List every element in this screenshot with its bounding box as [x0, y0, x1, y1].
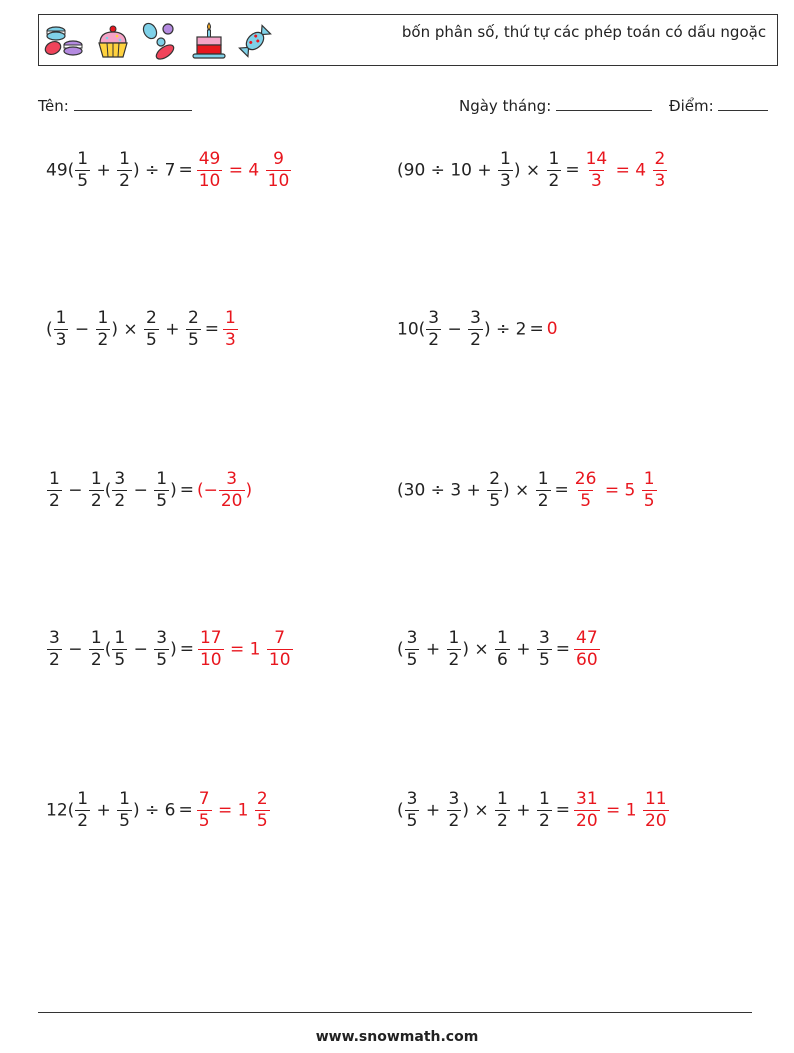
problem-3 — [46, 304, 239, 354]
denominator: 2 — [548, 170, 560, 191]
numerator: 3 — [448, 788, 460, 809]
math-text: = 1 — [600, 800, 642, 820]
math-text: (90 ÷ 10 + — [397, 160, 497, 180]
math-text: − — [62, 639, 88, 659]
numerator: 1 — [538, 788, 550, 809]
fraction — [584, 150, 610, 191]
problem-expression — [397, 790, 553, 831]
math-text: + — [510, 800, 536, 820]
birthday-cake-icon — [191, 21, 227, 61]
numerator: 3 — [226, 468, 238, 489]
problem-4 — [397, 304, 558, 354]
problem-expression — [46, 309, 202, 350]
score-blank[interactable] — [718, 95, 768, 111]
fraction — [547, 150, 562, 191]
numerator: 1 — [90, 627, 102, 648]
numerator: 1 — [537, 468, 549, 489]
problem-9 — [46, 785, 271, 835]
math-text: ( — [397, 639, 404, 659]
fraction — [267, 629, 293, 670]
fraction — [498, 150, 513, 191]
equals-sign: = — [529, 319, 544, 339]
candies-icon — [141, 21, 181, 61]
denominator: 20 — [644, 810, 667, 831]
denominator: 5 — [156, 649, 168, 670]
fraction — [117, 150, 132, 191]
numerator: 3 — [538, 627, 550, 648]
math-text: + — [510, 639, 536, 659]
numerator: 47 — [576, 627, 598, 648]
numerator: 1 — [97, 307, 109, 328]
math-text: ) — [245, 480, 253, 500]
numerator: 2 — [187, 307, 199, 328]
math-text: − — [69, 319, 95, 339]
problem-6 — [397, 465, 658, 515]
math-text: = 4 — [223, 160, 265, 180]
math-text: (30 ÷ 3 + — [397, 480, 487, 500]
math-text: = 5 — [599, 480, 641, 500]
cupcake-icon — [95, 21, 131, 61]
numerator: 3 — [406, 627, 418, 648]
numerator: 26 — [574, 468, 597, 489]
fraction — [186, 309, 201, 350]
numerator: 31 — [576, 788, 598, 809]
numerator: 1 — [156, 468, 168, 489]
denominator: 2 — [538, 810, 550, 831]
date-label: Ngày tháng: — [459, 97, 552, 115]
denominator: 20 — [576, 810, 598, 831]
equals-sign: = — [554, 480, 569, 500]
denominator: 20 — [220, 490, 243, 511]
math-text: ) × — [513, 160, 546, 180]
math-text: ) ÷ 7 — [132, 160, 176, 180]
score-field[interactable] — [669, 95, 768, 115]
numerator: 3 — [114, 468, 126, 489]
problem-5 — [46, 465, 252, 515]
denominator: 2 — [119, 170, 130, 191]
denominator: 10 — [198, 170, 221, 191]
denominator: 3 — [225, 329, 236, 350]
math-text: − — [128, 639, 154, 659]
denominator: 2 — [497, 810, 508, 831]
math-text: − — [62, 480, 88, 500]
denominator: 2 — [90, 490, 102, 511]
fraction — [447, 790, 462, 831]
math-text: ( — [104, 480, 112, 500]
fraction — [75, 790, 90, 831]
fraction — [154, 629, 169, 670]
problem-8 — [397, 624, 601, 674]
wrapped-candy-icon — [237, 21, 273, 61]
denominator: 5 — [119, 810, 130, 831]
math-text: ( — [104, 639, 112, 659]
numerator: 1 — [55, 307, 67, 328]
equals-sign: = — [555, 639, 571, 659]
denominator: 2 — [448, 649, 460, 670]
math-text: ) × — [462, 800, 495, 820]
math-text: ) — [170, 480, 177, 500]
problem-answer — [196, 150, 293, 191]
math-text: = 4 — [610, 160, 652, 180]
denominator: 5 — [77, 170, 89, 191]
denominator: 2 — [470, 329, 481, 350]
problem-answer — [222, 309, 239, 350]
problem-10 — [397, 785, 670, 835]
denominator: 5 — [198, 810, 210, 831]
fraction — [89, 470, 104, 511]
fraction — [219, 470, 245, 511]
fraction — [468, 309, 483, 350]
denominator: 5 — [406, 649, 418, 670]
denominator: 6 — [497, 649, 508, 670]
equals-sign: = — [555, 800, 571, 820]
denominator: 60 — [576, 649, 598, 670]
fraction — [96, 309, 111, 350]
numerator: 1 — [77, 148, 89, 169]
problem-answer — [196, 790, 271, 831]
header-icons — [43, 19, 273, 63]
denominator: 5 — [146, 329, 157, 350]
fraction — [54, 309, 69, 350]
equals-sign: = — [178, 160, 193, 180]
math-text: ) × — [111, 319, 144, 339]
numerator: 1 — [114, 627, 126, 648]
problem-expression — [46, 150, 175, 191]
numerator: 2 — [654, 148, 666, 169]
problem-answer — [583, 150, 669, 191]
numerator: 1 — [119, 148, 130, 169]
numerator: 3 — [406, 788, 418, 809]
fraction — [112, 629, 127, 670]
numerator: 9 — [273, 148, 284, 169]
fraction — [197, 790, 212, 831]
math-text: + — [159, 319, 185, 339]
fraction — [75, 150, 90, 191]
problem-answer — [197, 470, 252, 511]
denominator: 2 — [90, 649, 102, 670]
fraction — [47, 470, 62, 511]
denominator: 10 — [267, 170, 290, 191]
fraction — [574, 790, 600, 831]
numerator: 1 — [49, 468, 60, 489]
equals-sign: = — [179, 639, 194, 659]
fraction — [643, 790, 669, 831]
numerator: 2 — [489, 468, 501, 489]
math-text: − — [442, 319, 468, 339]
fraction — [653, 150, 668, 191]
math-text: + — [420, 639, 446, 659]
problem-answer — [547, 319, 558, 339]
math-text: 0 — [546, 319, 558, 339]
problem-answer — [572, 470, 658, 511]
numerator: 1 — [497, 788, 508, 809]
fraction — [447, 629, 462, 670]
fraction — [266, 150, 292, 191]
denominator: 5 — [643, 490, 655, 511]
math-text: 10( — [397, 319, 426, 339]
score-label: Điểm: — [669, 97, 714, 115]
name-field[interactable] — [38, 95, 192, 115]
denominator: 3 — [55, 329, 67, 350]
fraction — [154, 470, 169, 511]
numerator: 2 — [256, 788, 268, 809]
denominator: 5 — [538, 649, 550, 670]
math-text: + — [91, 800, 117, 820]
denominator: 2 — [114, 490, 126, 511]
fraction — [536, 470, 551, 511]
numerator: 1 — [643, 468, 655, 489]
denominator: 5 — [187, 329, 199, 350]
math-text: + — [420, 800, 446, 820]
header-box — [38, 14, 778, 66]
numerator: 7 — [274, 627, 286, 648]
numerator: 1 — [225, 307, 236, 328]
math-text: ) — [170, 639, 177, 659]
problem-expression — [46, 629, 177, 670]
numerator: 1 — [90, 468, 102, 489]
numerator: 1 — [500, 148, 511, 169]
denominator: 3 — [654, 170, 666, 191]
denominator: 3 — [591, 170, 602, 191]
numerator: 3 — [470, 307, 481, 328]
numerator: 49 — [198, 148, 221, 169]
problem-expression — [397, 150, 562, 191]
fraction — [495, 790, 510, 831]
fraction — [405, 790, 420, 831]
date-field[interactable] — [459, 95, 652, 115]
denominator: 2 — [428, 329, 440, 350]
numerator: 2 — [146, 307, 157, 328]
fraction — [495, 629, 510, 670]
denominator: 3 — [500, 170, 511, 191]
math-text: ) × — [503, 480, 535, 500]
equals-sign: = — [179, 480, 194, 500]
math-text: ) ÷ 2 — [483, 319, 527, 339]
denominator: 5 — [156, 490, 168, 511]
problem-expression — [397, 629, 553, 670]
denominator: 2 — [448, 810, 460, 831]
fraction — [47, 629, 62, 670]
math-text: ) × — [462, 639, 495, 659]
fraction — [573, 470, 599, 511]
denominator: 5 — [256, 810, 268, 831]
fraction — [426, 309, 441, 350]
denominator: 2 — [77, 810, 89, 831]
math-text: = 1 — [224, 639, 266, 659]
numerator: 1 — [77, 788, 89, 809]
math-text: 12( — [46, 800, 75, 820]
numerator: 7 — [198, 788, 210, 809]
name-blank[interactable] — [74, 95, 192, 111]
problem-answer — [573, 629, 601, 670]
math-text: − — [128, 480, 154, 500]
numerator: 3 — [428, 307, 440, 328]
fraction — [117, 790, 132, 831]
numerator: 3 — [49, 627, 60, 648]
math-text: (− — [196, 480, 218, 500]
problem-2 — [397, 145, 668, 195]
denominator: 2 — [537, 490, 549, 511]
problem-answer — [573, 790, 670, 831]
numerator: 1 — [497, 627, 508, 648]
fraction — [405, 629, 420, 670]
fraction — [255, 790, 270, 831]
page-title: bốn phân số, thứ tự các phép toán có dấu ngoặc — [401, 23, 767, 41]
denominator: 2 — [49, 649, 60, 670]
problem-expression — [397, 470, 552, 511]
numerator: 17 — [199, 627, 222, 648]
macarons-icon — [43, 21, 85, 61]
denominator: 10 — [199, 649, 222, 670]
math-text: ( — [397, 800, 404, 820]
fraction — [198, 629, 224, 670]
footer-website[interactable]: www.snowmath.com — [315, 1029, 479, 1045]
denominator: 2 — [97, 329, 109, 350]
footer-divider — [38, 1012, 752, 1013]
denominator: 10 — [268, 649, 291, 670]
fraction — [537, 629, 552, 670]
math-text: ( — [46, 319, 53, 339]
fraction — [89, 629, 104, 670]
fraction — [223, 309, 238, 350]
equals-sign: = — [178, 800, 193, 820]
numerator: 1 — [548, 148, 560, 169]
denominator: 2 — [49, 490, 60, 511]
problem-1 — [46, 145, 292, 195]
fraction — [197, 150, 223, 191]
math-text: = 1 — [212, 800, 254, 820]
fraction — [574, 629, 600, 670]
fraction — [144, 309, 159, 350]
denominator: 5 — [114, 649, 126, 670]
problem-expression — [46, 470, 177, 511]
fraction — [487, 470, 502, 511]
equals-sign: = — [204, 319, 220, 339]
denominator: 5 — [406, 810, 418, 831]
fraction — [642, 470, 657, 511]
problem-7 — [46, 624, 294, 674]
problem-answer — [197, 629, 294, 670]
math-text: 49( — [46, 160, 75, 180]
date-blank[interactable] — [556, 95, 652, 111]
equals-sign: = — [565, 160, 580, 180]
numerator: 14 — [585, 148, 608, 169]
fraction — [537, 790, 552, 831]
numerator: 3 — [156, 627, 168, 648]
numerator: 1 — [448, 627, 460, 648]
math-text: ) ÷ 6 — [132, 800, 176, 820]
numerator: 1 — [119, 788, 130, 809]
name-label: Tên: — [38, 97, 69, 115]
fraction — [112, 470, 127, 511]
denominator: 5 — [580, 490, 592, 511]
numerator: 11 — [644, 788, 667, 809]
denominator: 5 — [489, 490, 501, 511]
math-text: + — [91, 160, 117, 180]
problem-expression — [397, 309, 526, 350]
problem-expression — [46, 790, 175, 831]
